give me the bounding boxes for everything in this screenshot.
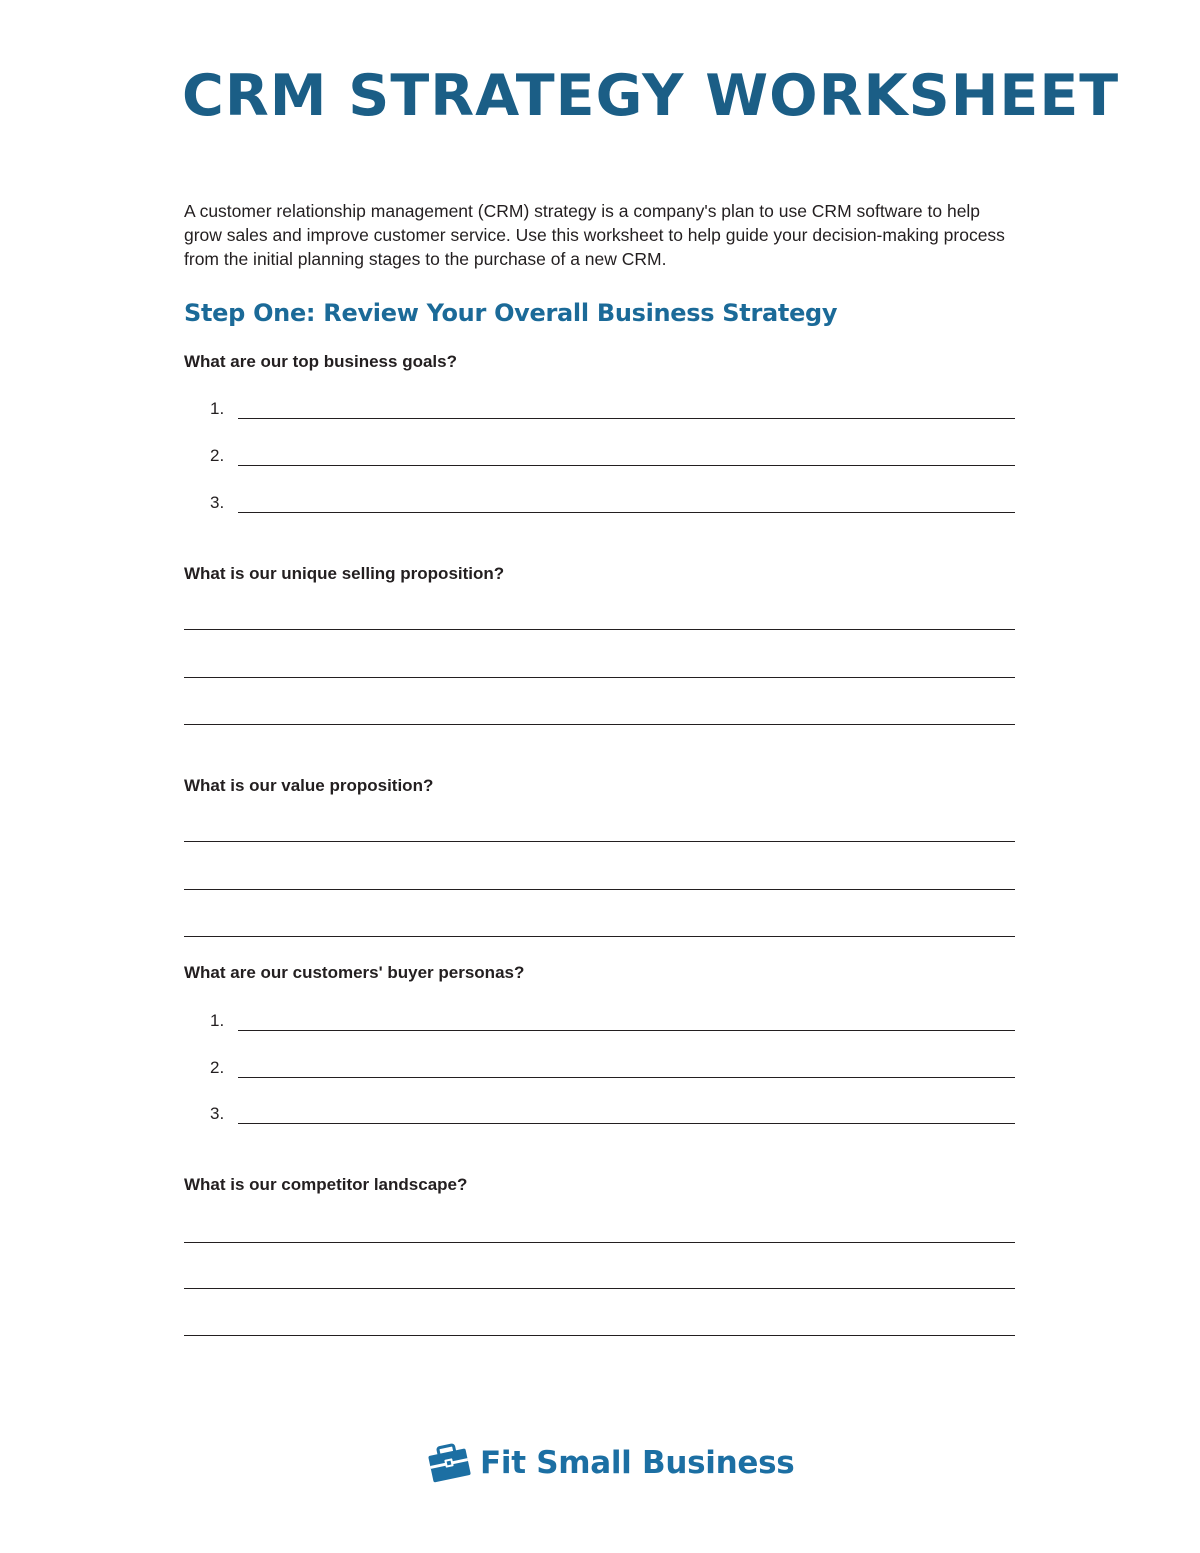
answer-line[interactable] [184, 1242, 1015, 1243]
answer-number: 3. [210, 1104, 225, 1123]
question-competitor-landscape: What is our competitor landscape? [184, 1175, 468, 1194]
question-unique-selling-proposition: What is our unique selling proposition? [184, 564, 505, 583]
answer-line[interactable] [184, 1288, 1015, 1289]
answer-number: 2. [210, 1058, 225, 1077]
page-title: CRM STRATEGY WORKSHEET [182, 63, 1120, 129]
answer-line[interactable] [238, 1123, 1015, 1124]
answer-line[interactable] [184, 936, 1015, 937]
answer-number: 3. [210, 493, 225, 512]
answer-line[interactable] [184, 629, 1015, 630]
intro-paragraph: A customer relationship management (CRM) strategy is a company's plan to use CRM software to help grow sales and improve customer service. Use this worksheet to help guide your decision-making process from the initial planning stages to the purchase of a new CRM. [184, 201, 1005, 269]
answer-line[interactable] [238, 512, 1015, 513]
answer-line[interactable] [184, 841, 1015, 842]
fit-small-business-logo [426, 1440, 794, 1486]
question-value-proposition: What is our value proposition? [184, 776, 434, 795]
answer-number: 1. [210, 1011, 225, 1030]
answer-number: 2. [210, 446, 225, 465]
briefcase-icon [426, 1442, 472, 1484]
question-top-business-goals: What are our top business goals? [184, 352, 457, 371]
answer-line[interactable] [184, 889, 1015, 890]
question-buyer-personas: What are our customers' buyer personas? [184, 963, 525, 982]
answer-line[interactable] [184, 1335, 1015, 1336]
answer-line[interactable] [238, 418, 1015, 419]
answer-line[interactable] [238, 1077, 1015, 1078]
answer-line[interactable] [238, 1030, 1015, 1031]
answer-number: 1. [210, 399, 225, 418]
answer-line[interactable] [238, 465, 1015, 466]
answer-line[interactable] [184, 677, 1015, 678]
logo-text: Fit Small Business [480, 1445, 795, 1481]
answer-line[interactable] [184, 724, 1015, 725]
step-one-heading: Step One: Review Your Overall Business Strategy [184, 299, 838, 327]
